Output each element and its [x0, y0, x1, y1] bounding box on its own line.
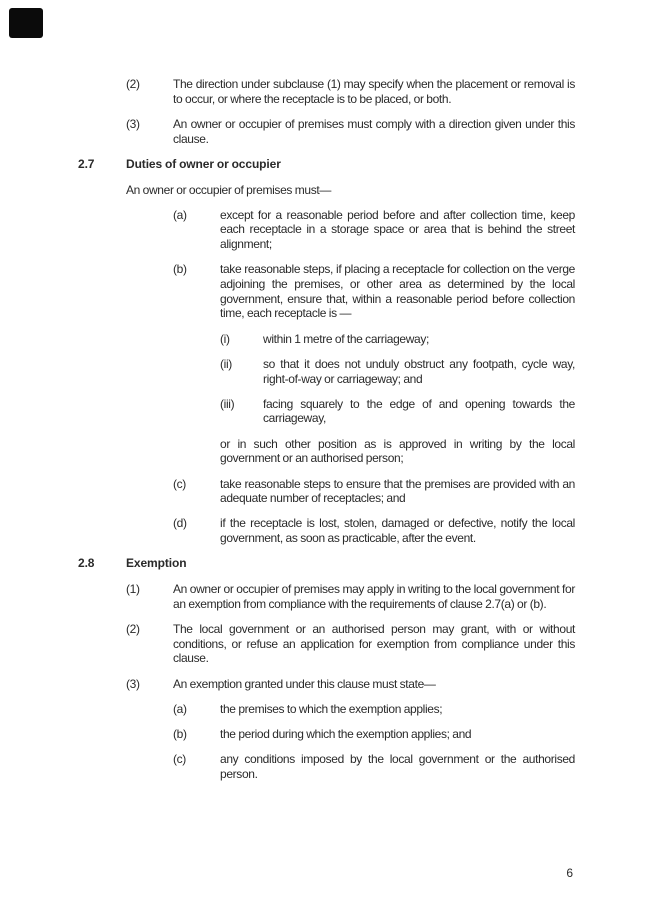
clause-block: [173, 727, 575, 742]
clause-marker: (2): [126, 621, 140, 636]
section-title: Exemption: [126, 556, 187, 571]
clause-text: An exemption granted under this clause must state—: [173, 676, 436, 691]
clause-marker: (i): [220, 331, 230, 346]
clause-block: [126, 183, 575, 198]
clause-block: [126, 582, 575, 611]
clause-block: [220, 397, 575, 426]
section-heading: [78, 157, 575, 172]
clause-text: The direction under subclause (1) may specify when the placement or removal is to occur, or where the receptacle is to be placed, or both.: [173, 77, 575, 106]
clause-marker: (ii): [220, 356, 232, 371]
clause-block: [173, 752, 575, 781]
clause-block: [173, 516, 575, 545]
clause-block: [126, 622, 575, 666]
page-number: 6: [566, 866, 573, 880]
section-title: Duties of owner or occupier: [126, 156, 281, 171]
clause-block: [220, 437, 575, 466]
clause-marker: (a): [173, 701, 187, 716]
scan-artifact-mark: [9, 8, 43, 38]
clause-text: the premises to which the exemption applies;: [220, 701, 443, 716]
clause-marker: (c): [173, 476, 186, 491]
clause-block: [220, 332, 575, 347]
clause-marker: (b): [173, 262, 187, 277]
clause-text: the period during which the exemption applies; and: [220, 727, 472, 741]
clause-block: [126, 677, 575, 692]
document-body: [78, 77, 575, 792]
clause-block: [126, 77, 575, 106]
section-number: 2.8: [78, 556, 95, 571]
clause-marker: (3): [126, 116, 140, 131]
clause-text: An owner or occupier of premises must—: [126, 182, 331, 197]
section-heading: [78, 556, 575, 571]
clause-text: An owner or occupier of premises may apply in writing to the local government for an exemption from compliance with the requirements of clause 2.7(a) or (b).: [173, 582, 575, 611]
clause-text: so that it does not unduly obstruct any footpath, cycle way, right-of-way or carriageway; and: [263, 356, 575, 386]
clause-marker: (3): [126, 676, 140, 691]
clause-text: An owner or occupier of premises must comply with a direction given under this clause.: [173, 116, 575, 146]
clause-text: if the receptacle is lost, stolen, damaged or defective, notify the local government, as soon as practicable, after the event.: [220, 516, 575, 546]
clause-text: any conditions imposed by the local government or the authorised person.: [220, 752, 575, 781]
clause-block: [173, 208, 575, 252]
clause-marker: (iii): [220, 396, 235, 411]
clause-marker: (2): [126, 77, 140, 91]
clause-text: facing squarely to the edge of and opening towards the carriageway,: [263, 396, 575, 426]
clause-marker: (b): [173, 727, 187, 741]
clause-block: [126, 117, 575, 146]
clause-block: [220, 357, 575, 386]
clause-marker: (a): [173, 207, 187, 222]
clause-text: or in such other position as is approved in writing by the local government or an authorised person;: [220, 436, 575, 466]
clause-block: [173, 262, 575, 321]
clause-marker: (d): [173, 516, 187, 531]
clause-block: [173, 702, 575, 717]
clause-text: except for a reasonable period before and after collection time, keep each receptacle in a storage space or area that is behind the street alignment;: [220, 207, 575, 252]
clause-text: within 1 metre of the carriageway;: [263, 331, 430, 346]
clause-marker: (c): [173, 752, 186, 767]
clause-text: take reasonable steps to ensure that the premises are provided with an adequate number of receptacles; and: [220, 476, 575, 506]
clause-block: [173, 477, 575, 506]
clause-marker: (1): [126, 582, 140, 597]
clause-text: The local government or an authorised person may grant, with or without conditions, or refuse an application for exemption from compliance under this clause.: [173, 621, 575, 666]
section-number: 2.7: [78, 156, 95, 171]
clause-text: take reasonable steps, if placing a receptacle for collection on the verge adjoining the premises, or other area as determined by the local government, ensure that, within a reasonable period before collection time, each receptacle is —: [220, 262, 575, 321]
